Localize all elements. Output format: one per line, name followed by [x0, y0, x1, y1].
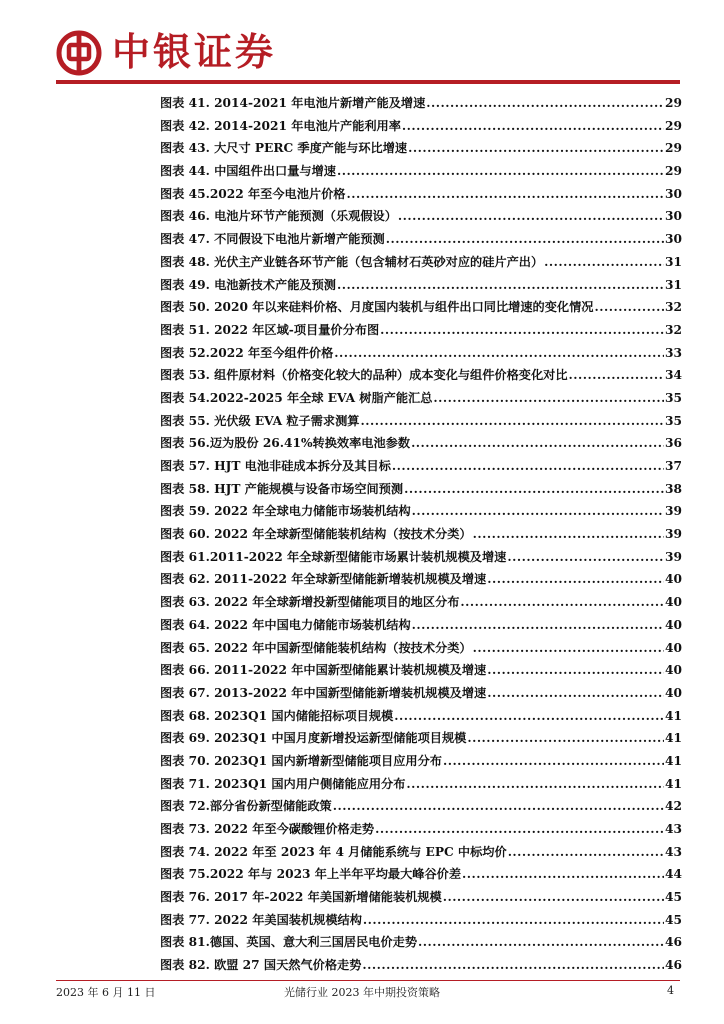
toc-entry[interactable]	[160, 183, 682, 206]
toc-entry[interactable]	[160, 705, 682, 728]
toc-entry-label: 图表 41. 2014-2021 年电池片新增产能及增速	[160, 96, 426, 110]
toc-leader-dots	[398, 205, 664, 228]
toc-entry-page: 40	[665, 595, 682, 610]
toc-entry-label: 图表 60. 2022 年全球新型储能装机结构（按技术分类）	[160, 527, 472, 542]
toc-entry-label: 图表 72.部分省份新型储能政策	[160, 799, 332, 814]
toc-entry-page: 45	[665, 890, 682, 905]
toc-entry-page: 33	[665, 345, 682, 360]
toc-leader-dots	[473, 637, 664, 660]
toc-entry-page: 35	[665, 390, 682, 405]
toc-leader-dots	[443, 750, 664, 773]
toc-entry-label: 图表 42. 2014-2021 年电池片产能利用率	[160, 118, 401, 133]
toc-leader-dots	[334, 342, 664, 365]
toc-entry-page: 38	[665, 481, 682, 496]
toc-entry-label: 图表 53. 组件原材料（价格变化较大的品种）成本变化与组件价格变化对比	[160, 368, 568, 383]
toc-entry[interactable]	[160, 455, 682, 478]
toc-entry[interactable]	[160, 160, 682, 183]
toc-entry-label: 图表 43. 大尺寸 PERC 季度产能与环比增速	[160, 141, 408, 156]
toc-entry-page: 45	[665, 912, 682, 927]
toc-entry-label: 图表 44. 中国组件出口量与增速	[160, 164, 336, 179]
toc-entry[interactable]	[160, 205, 682, 228]
toc-entry-page: 29	[665, 96, 682, 110]
toc-entry-page: 29	[665, 164, 682, 179]
toc-leader-dots	[392, 455, 664, 478]
toc-entry-page: 39	[665, 549, 682, 564]
toc-entry[interactable]	[160, 115, 682, 138]
toc-entry-page: 32	[665, 322, 682, 337]
toc-entry-page: 42	[665, 799, 682, 814]
toc-entry-label: 图表 67. 2013-2022 年中国新型储能新增装机规模及增速	[160, 685, 487, 700]
toc-entry-label: 图表 47. 不同假设下电池片新增产能预测	[160, 232, 385, 247]
toc-leader-dots	[404, 478, 664, 501]
toc-entry[interactable]	[160, 863, 682, 886]
toc-leader-dots	[443, 886, 664, 909]
toc-entry-page: 41	[665, 708, 682, 723]
toc-entry-label: 图表 68. 2023Q1 国内储能招标项目规模	[160, 708, 394, 723]
toc-entry[interactable]	[160, 137, 682, 160]
toc-entry[interactable]	[160, 410, 682, 433]
toc-leader-dots	[386, 228, 664, 251]
toc-entry[interactable]	[160, 546, 682, 569]
toc-entry-label: 图表 75.2022 年与 2023 年上半年平均最大峰谷价差	[160, 867, 462, 882]
toc-entry[interactable]	[160, 319, 682, 342]
toc-leader-dots	[487, 568, 664, 591]
toc-leader-dots	[487, 682, 664, 705]
toc-leader-dots	[402, 115, 664, 138]
footer-date: 2023 年 6 月 11 日	[56, 986, 156, 999]
toc-entry-page: 41	[665, 776, 682, 791]
toc-entry[interactable]	[160, 523, 682, 546]
toc-leader-dots	[346, 183, 664, 206]
toc-leader-dots	[433, 387, 664, 410]
toc-leader-dots	[411, 432, 664, 455]
toc-entry[interactable]	[160, 364, 682, 387]
toc-leader-dots	[487, 659, 664, 682]
toc-entry-label: 图表 45.2022 年至今电池片价格	[160, 186, 346, 201]
toc-leader-dots	[426, 92, 664, 115]
toc-entry-label: 图表 46. 电池片环节产能预测（乐观假设）	[160, 209, 397, 224]
toc-entry-page: 40	[665, 572, 682, 587]
toc-entry-page: 30	[665, 232, 682, 247]
toc-entry-label: 图表 82. 欧盟 27 国天然气价格走势	[160, 958, 362, 973]
toc-entry-page: 29	[665, 118, 682, 133]
toc-entry[interactable]	[160, 432, 682, 455]
toc-leader-dots	[380, 319, 664, 342]
toc-entry[interactable]	[160, 682, 682, 705]
toc-entry-page: 29	[665, 141, 682, 156]
toc-entry[interactable]	[160, 500, 682, 523]
toc-entry-label: 图表 48. 光伏主产业链各环节产能（包含辅材石英砂对应的硅片产出）	[160, 254, 544, 269]
toc-entry-label: 图表 77. 2022 年美国装机规模结构	[160, 912, 362, 927]
toc-entry-page: 32	[665, 300, 682, 315]
toc-entry-page: 35	[665, 413, 682, 428]
toc-entry-label: 图表 70. 2023Q1 国内新增新型储能项目应用分布	[160, 753, 442, 768]
brand-name: 中银证券	[112, 30, 277, 74]
toc-entry[interactable]	[160, 773, 682, 796]
toc-entry-page: 30	[665, 209, 682, 224]
toc-entry-page: 36	[665, 436, 682, 451]
toc-leader-dots	[394, 705, 664, 728]
toc-entry[interactable]	[160, 659, 682, 682]
toc-leader-dots	[406, 773, 664, 796]
toc-entry[interactable]	[160, 909, 682, 932]
toc-entry-label: 图表 73. 2022 年至今碳酸锂价格走势	[160, 822, 375, 836]
toc-entry-page: 43	[665, 844, 682, 859]
toc-leader-dots	[473, 523, 664, 546]
toc-entry[interactable]	[160, 591, 682, 614]
toc-entry-page: 39	[665, 527, 682, 542]
toc-entry[interactable]	[160, 795, 682, 818]
toc-entry-page: 37	[665, 459, 682, 473]
toc-entry-label: 图表 74. 2022 年至 2023 年 4 月储能系统与 EPC 中标均价	[160, 844, 507, 859]
toc-entry-page: 34	[665, 368, 682, 383]
toc-entry[interactable]	[160, 727, 682, 750]
toc-entry[interactable]	[160, 568, 682, 591]
toc-leader-dots	[337, 160, 664, 183]
toc-entry[interactable]	[160, 92, 682, 115]
toc-entry-label: 图表 76. 2017 年-2022 年美国新增储能装机规模	[160, 890, 442, 905]
footer-report-title: 光储行业 2023 年中期投资策略	[284, 986, 440, 999]
toc-leader-dots	[363, 909, 664, 932]
toc-entry-label: 图表 54.2022-2025 年全球 EVA 树脂产能汇总	[160, 390, 433, 405]
toc-entry-page: 46	[665, 935, 682, 950]
toc-leader-dots	[508, 841, 664, 864]
toc-entry[interactable]	[160, 637, 682, 660]
toc-leader-dots	[375, 818, 664, 841]
toc-entry[interactable]	[160, 954, 682, 977]
toc-leader-dots	[462, 863, 664, 886]
toc-leader-dots	[418, 931, 664, 954]
toc-leader-dots	[412, 614, 664, 637]
toc-leader-dots	[337, 274, 664, 297]
toc-entry-label: 图表 56.迈为股份 26.41%转换效率电池参数	[160, 436, 411, 451]
toc-leader-dots	[333, 795, 664, 818]
toc-entry[interactable]	[160, 387, 682, 410]
toc-leader-dots	[362, 954, 664, 977]
footer-divider	[56, 980, 680, 981]
toc-leader-dots	[569, 364, 665, 387]
toc-entry[interactable]	[160, 886, 682, 909]
toc-leader-dots	[594, 296, 664, 319]
toc-entry[interactable]	[160, 228, 682, 251]
toc-entry[interactable]	[160, 614, 682, 637]
toc-entry[interactable]	[160, 750, 682, 773]
toc-entry-page: 30	[665, 186, 682, 201]
toc-entry-label: 图表 61.2011-2022 年全球新型储能市场累计装机规模及增速	[160, 549, 507, 564]
toc-entry-label: 图表 81.德国、英国、意大利三国居民电价走势	[160, 935, 418, 950]
toc-entry[interactable]	[160, 818, 682, 841]
page-header	[0, 0, 724, 90]
toc-entry-page: 40	[665, 663, 682, 678]
toc-entry-label: 图表 71. 2023Q1 国内用户侧储能应用分布	[160, 776, 406, 791]
toc-entry[interactable]	[160, 296, 682, 319]
toc-entry-label: 图表 52.2022 年至今组件价格	[160, 345, 334, 360]
toc-entry-label: 图表 64. 2022 年中国电力储能市场装机结构	[160, 617, 411, 632]
toc-entry-page: 40	[665, 640, 682, 655]
page-number: 4	[667, 984, 674, 997]
toc-entry-page: 43	[665, 822, 682, 836]
toc-entry-page: 40	[665, 685, 682, 700]
toc-entry-page: 41	[665, 753, 682, 768]
toc-entry[interactable]	[160, 274, 682, 297]
toc-entry-page: 31	[665, 254, 682, 269]
toc-leader-dots	[460, 591, 664, 614]
toc-entry-label: 图表 63. 2022 年全球新增投新型储能项目的地区分布	[160, 595, 460, 610]
toc-leader-dots	[544, 251, 664, 274]
toc-leader-dots	[412, 500, 664, 523]
toc-entry-label: 图表 50. 2020 年以来硅料价格、月度国内装机与组件出口同比增速的变化情况	[160, 300, 594, 315]
toc-entry-page: 39	[665, 504, 682, 519]
toc-entry-label: 图表 57. HJT 电池非硅成本拆分及其目标	[160, 459, 391, 473]
toc-entry-label: 图表 58. HJT 产能规模与设备市场空间预测	[160, 481, 404, 496]
toc-entry-label: 图表 66. 2011-2022 年中国新型储能累计装机规模及增速	[160, 663, 487, 678]
toc-entry[interactable]	[160, 931, 682, 954]
toc-leader-dots	[408, 137, 664, 160]
toc-entry-label: 图表 65. 2022 年中国新型储能装机结构（按技术分类）	[160, 640, 472, 655]
toc-entry-page: 41	[665, 731, 682, 746]
toc-entry-label: 图表 62. 2011-2022 年全球新型储能新增装机规模及增速	[160, 572, 487, 587]
toc-entry[interactable]	[160, 478, 682, 501]
figure-index-list	[160, 92, 682, 977]
toc-entry-label: 图表 59. 2022 年全球电力储能市场装机结构	[160, 504, 411, 519]
toc-entry-label: 图表 69. 2023Q1 中国月度新增投运新型储能项目规模	[160, 731, 467, 746]
toc-entry-page: 46	[665, 958, 682, 973]
toc-entry-label: 图表 55. 光伏级 EVA 粒子需求测算	[160, 413, 360, 428]
toc-leader-dots	[467, 727, 664, 750]
header-divider	[56, 80, 680, 84]
toc-entry-page: 31	[665, 277, 682, 292]
toc-entry[interactable]	[160, 841, 682, 864]
toc-leader-dots	[361, 410, 665, 433]
toc-entry-label: 图表 51. 2022 年区域-项目量价分布图	[160, 322, 380, 337]
toc-entry-page: 40	[665, 617, 682, 632]
bank-of-china-logo-icon	[56, 30, 102, 76]
toc-entry[interactable]	[160, 342, 682, 365]
toc-entry[interactable]	[160, 251, 682, 274]
toc-leader-dots	[507, 546, 664, 569]
toc-entry-label: 图表 49. 电池新技术产能及预测	[160, 277, 336, 292]
toc-entry-page: 44	[665, 867, 682, 882]
